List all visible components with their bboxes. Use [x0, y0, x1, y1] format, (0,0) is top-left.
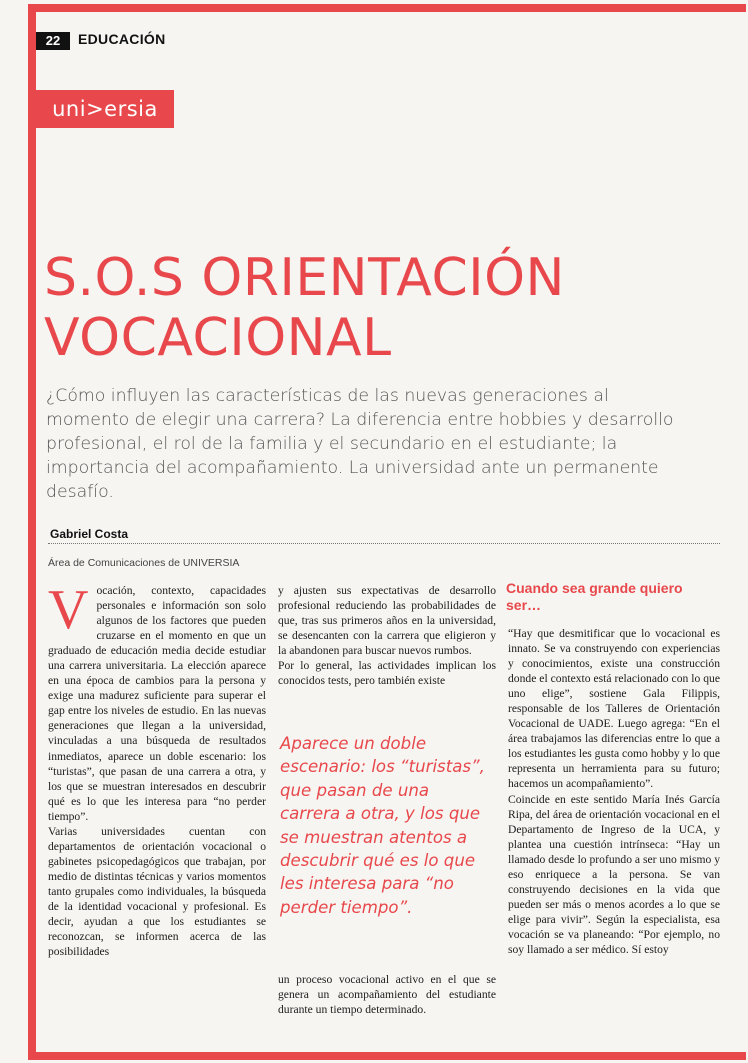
article-lead: ¿Cómo influyen las características de las nuevas generaciones al momento de elegir una carrera? La diferencia entre hobbies y desarrollo profesional, el rol de la familia y el secundario en el estudiante; la importancia del acompañamiento. La universidad ante un permanente desafío. [46, 386, 674, 502]
article-title: S.O.S ORIENTACIÓN VOCACIONAL [44, 248, 565, 368]
red-frame-bottom [28, 1052, 746, 1060]
drop-cap: V [48, 579, 89, 641]
body-paragraph: y ajusten sus expectativas de desarrollo profesional reduciendo las probabilidades de que, tras sus primeros años en la universidad, se desencanten con la carrera que eligieron y la abandonen para buscar nuevos rumbos. [278, 584, 496, 658]
body-paragraph: Coincide en este sentido María Inés García Ripa, del área de orientación vocacional en el Departamento de Ingreso de la UCA, y plantea una cuestión intrínseca: “Hay un llamado desde lo profundo a ser uno mismo y eso enriquece a la persona. Se van construyendo decisiones en la vida que pueden ser más o menos acordes a lo que se elige para vivir”. Según la especialista, esa vocación se va planeando: “Por ejemplo, no soy llamado a ser médico. Sí estoy [508, 792, 720, 956]
pull-quote: Aparece un doble escenario: los “turistas”, que pasan de una carrera a otra, y los que se muestran atentos a descubrir qué es lo que les interesa para “no perder tiempo”. [280, 734, 485, 917]
red-frame-top [28, 4, 746, 12]
red-frame-left [28, 4, 36, 1054]
body-paragraph: Por lo general, las actividades implican los conocidos tests, pero también existe [278, 659, 496, 688]
section-label: EDUCACIÓN [78, 31, 166, 47]
body-paragraph: un proceso vocacional activo en el que se genera un acompañamiento del estudiante durante un tiempo determinado. [278, 973, 496, 1017]
column-2 [278, 583, 496, 688]
dotted-divider [48, 543, 720, 544]
subheading: Cuando sea grande quiero ser… [506, 580, 683, 613]
author-name: Gabriel Costa [50, 527, 129, 541]
universia-logo: uni>ersia [36, 90, 174, 128]
column-1 [48, 579, 266, 959]
body-paragraph: ocación, contexto, capacidades personales e información son solo algunos de los factores que pueden cruzarse en el momento en que un graduado de educación media decide estudiar una carrera universitaria. La elección aparece en una época de cambios para la persona y exige una madurez suficiente para superar el gap entre los niveles de estudio. En las nuevas generaciones que llegan a la universidad, vinculadas a una búsqueda de resultados inmediatos, aparece un doble escenario: los “turistas”, que pasan de una carrera a otra, y los que se muestran interesados en descubrir qué es lo que les interesa para “no perder tiempo”. [48, 584, 266, 823]
column-2-bottom [278, 972, 496, 1017]
body-paragraph: Varias universidades cuentan con departamentos de orientación vocacional o gabinetes psicopedagógicos que trabajan, por medio de distintas técnicas y varios momentos tanto grupales como individuales, la búsqueda de la identidad vocacional y profesional. Es decir, ayudan a que los estudiantes se reconozcan, se informen acerca de las posibilidades [48, 824, 266, 959]
column-3 [508, 626, 720, 957]
body-paragraph: “Hay que desmitificar que lo vocacional es innato. Se va construyendo con experiencias y conocimientos, existe una construcción donde el contexto está relacionado con lo que uno elige”, sostiene Gala Filippis, responsable de los Talleres de Orientación Vocacional de UADE. Luego agrega: “En el área trabajamos las diferencias entre lo que a los estudiantes les gusta como hobby y lo que representa un herramienta para su futuro; hacemos un acompañamiento”. [508, 627, 720, 791]
author-role: Área de Comunicaciones de UNIVERSIA [48, 557, 240, 569]
page-number: 22 [36, 32, 70, 50]
